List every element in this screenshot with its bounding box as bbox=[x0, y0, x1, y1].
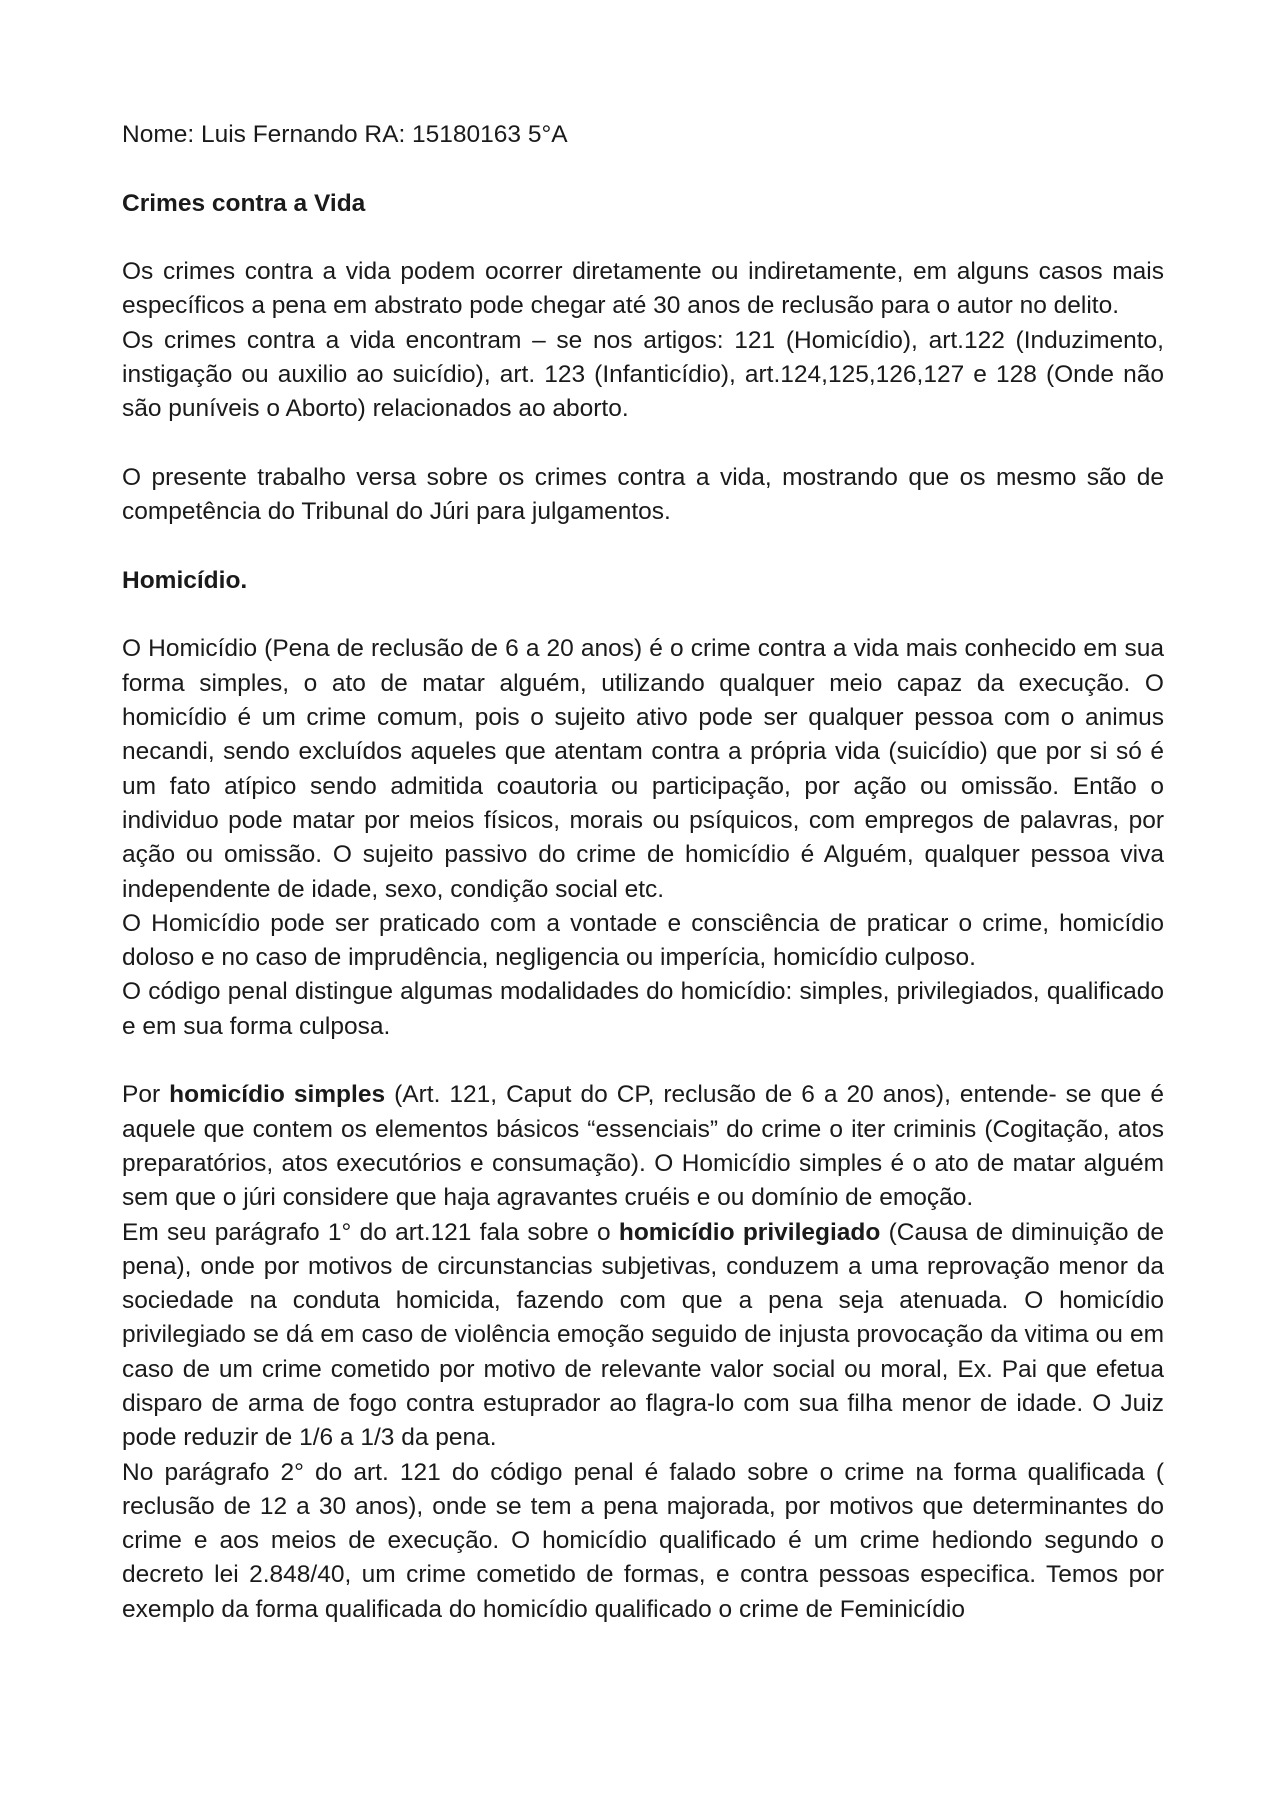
paragraph-crimes-scope: O presente trabalho versa sobre os crimes contra a vida, mostrando que os mesmo são de competência do Tribunal do Júri para julgamentos. bbox=[122, 463, 1164, 526]
paragraph-homicidio-simples bbox=[122, 1078, 1164, 1215]
spacer bbox=[122, 152, 1164, 186]
paragraph-homicidio-qualificado: No parágrafo 2° do art. 121 do código penal é falado sobre o crime na forma qualificada ( reclusão de 12 a 30 anos), onde se tem a pena majorada, por motivos que determinantes do crime e aos meios de execução. O homicídio qualificado é um crime hediondo segundo o decreto lei 2.848/40, um crime cometido de formas, e contra pessoas especifica. Temos por exemplo da forma qualificada do homicídio qualificado o crime de Feminicídio bbox=[122, 1458, 1164, 1623]
bold-term-homicidio-privilegiado: homicídio privilegiado bbox=[618, 1218, 881, 1246]
bold-term-homicidio-simples: homicídio simples bbox=[169, 1081, 386, 1109]
text-run: Em seu parágrafo 1° do art.121 fala sobre o bbox=[122, 1218, 619, 1246]
paragraph-homicidio-modalidades: O código penal distingue algumas modalidades do homicídio: simples, privilegiados, qualificado e em sua forma culposa. bbox=[122, 978, 1164, 1040]
paragraph-crimes-intro: Os crimes contra a vida podem ocorrer diretamente ou indiretamente, em alguns casos mais específicos a pena em abstrato pode chegar até 30 anos de reclusão para o autor no delito. bbox=[122, 258, 1164, 320]
paragraph-homicidio-doloso-culposo: O Homicídio pode ser praticado com a vontade e consciência de praticar o crime, homicídio doloso e no caso de imprudência, negligencia ou imperícia, homicídio culposo. bbox=[122, 909, 1164, 972]
text-run: (Art. 121, Caput do CP, reclusão de 6 a 20 anos), entende- se que é aquele que contem os elementos básicos “essenciais” do crime o iter criminis (Cogitação, atos preparatórios, atos executórios e consumação). O Homicídio simples é o ato de matar alguém sem que o júri considere que haja agravantes cruéis e ou domínio de emoção. bbox=[122, 1081, 1164, 1212]
text-run: (Causa de diminuição de pena), onde por motivos de circunstancias subjetivas, conduzem a uma reprovação menor da sociedade na conduta homicida, fazendo com que a pena seja atenuada. O homicídio privilegiado se dá em caso de violência emoção seguido de injusta provocação da vitima ou em caso de um crime cometido por motivo de relevante valor social ou moral, Ex. Pai que efetua disparo de arma de fogo contra estuprador ao flagra-lo com sua filha menor de idade. O Juiz pode reduzir de 1/6 a 1/3 da pena. bbox=[122, 1218, 1164, 1452]
spacer bbox=[122, 221, 1164, 255]
section-title-homicidio: Homicídio. bbox=[122, 566, 248, 594]
student-info-line: Nome: Luis Fernando RA: 15180163 5°A bbox=[122, 121, 568, 148]
paragraph-homicidio-definition: O Homicídio (Pena de reclusão de 6 a 20 anos) é o crime contra a vida mais conhecido em sua forma simples, o ato de matar alguém, utilizando qualquer meio capaz da execução. O homicídio é um crime comum, pois o sujeito ativo pode ser qualquer pessoa com o animus necandi, sendo excluídos aqueles que atentam contra a própria vida (suicídio) que por si só é um fato atípico sendo admitida coautoria ou participação, por ação ou omissão. Então o individuo pode matar por meios físicos, morais ou psíquicos, com empregos de palavras, por ação ou omissão. O sujeito passivo do crime de homicídio é Alguém, qualquer pessoa viva independente de idade, sexo, condição social etc. bbox=[122, 635, 1164, 903]
spacer bbox=[122, 1044, 1164, 1078]
document-body bbox=[122, 118, 1164, 1627]
section-title-crimes: Crimes contra a Vida bbox=[122, 189, 366, 217]
spacer bbox=[122, 530, 1164, 564]
spacer bbox=[122, 598, 1164, 632]
paragraph-crimes-articles: Os crimes contra a vida encontram – se nos artigos: 121 (Homicídio), art.122 (Induzimento, instigação ou auxilio ao suicídio), art. 123 (Infanticídio), art.124,125,126,127 e 128 (Onde não são puníveis o Aborto) relacionados ao aborto. bbox=[122, 326, 1164, 423]
spacer bbox=[122, 427, 1164, 461]
text-run: Por bbox=[122, 1081, 170, 1109]
paragraph-homicidio-privilegiado bbox=[122, 1216, 1164, 1456]
